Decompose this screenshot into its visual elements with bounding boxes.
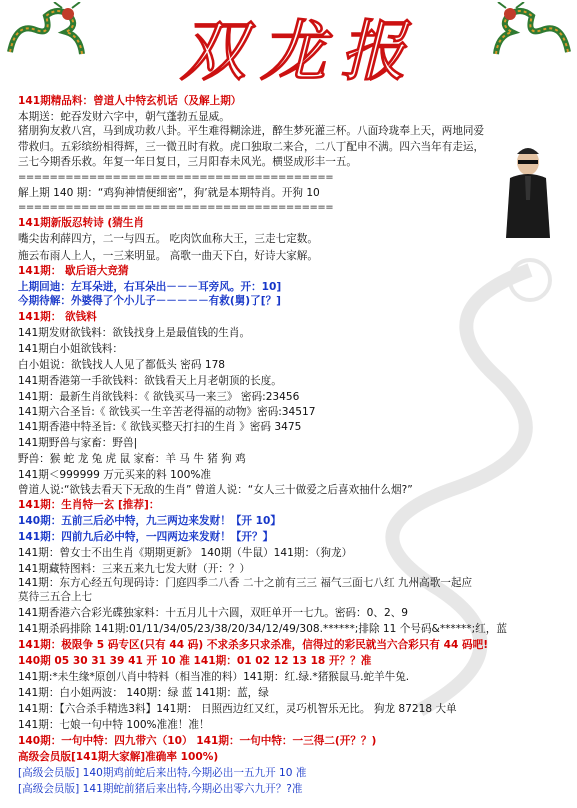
line-10: 上期回迪：左耳朵进，右耳朵出－－－耳旁风。开：10] xyxy=(18,281,282,293)
line-22: 141期＜999999 万元买来的料 100%准 xyxy=(18,469,212,481)
dragon-icon xyxy=(490,2,572,66)
line-19: 141期香港中特圣旨:《 欲钱买整天打扫的生肖 》密码 3475 xyxy=(18,421,302,433)
header-banner xyxy=(0,0,577,92)
line-33: 141期：极限争 5 码专区(只有 44 码) 不求杀多只求杀准，信得过的彩民就当六合彩只有 44 码吧! xyxy=(18,639,489,651)
line-32: 141期杀码排除 141期:01/11/34/05/23/38/20/34/12/49/308.******;排除 11 个号码&******;红，蓝 xyxy=(18,623,507,635)
line-4: 三七今期香乐救。年复一年日复日，三月阳春未风光。横竖成形丰一五。 xyxy=(18,156,357,168)
line-40: 高级会员版[141期大家解]准确率 100%) xyxy=(18,751,219,763)
line-31: 141期香港六合彩光碟独家料：十五月儿十六圆，双旺单开一七九。密码：0、2、9 xyxy=(18,607,409,619)
line-36: 141期：白小姐两波： 140期：绿 蓝 141期：蓝，绿 xyxy=(18,687,269,699)
line-3: 带救归。五彩缤纷相得辉，三一微丑时有救。虎口独取二来合，二八丁配申不满。四六当年有走运， xyxy=(18,141,485,153)
line-37: 141期：【六合杀手精选3料】141期： 日照西边红又红，灵巧机智乐无比。 狗龙 87218 大单 xyxy=(18,703,457,715)
line-14: 141期白小姐欲钱料： xyxy=(18,343,123,355)
page-title: 双龙报 xyxy=(180,13,420,88)
line-30: 莫待三五合上七 xyxy=(18,591,93,603)
line-28: 141期藏特图料：三来五来九七发大财（开：？） xyxy=(18,563,251,575)
line-8: 施云布雨人上人，一三来明显。 高歌一曲天下白，好诗大家解。 xyxy=(18,250,318,262)
line-29: 141期：东方心经五句现码诗：门庭四季二八香 二十之前有三三 福气三面七八红 九州高歌一起应 xyxy=(18,577,473,589)
line-18: 141期六合圣旨:《 欲钱买一生辛苦老得福的动物》密码:34517 xyxy=(18,406,316,418)
dragon-icon xyxy=(6,2,88,66)
line-0: 141期精品料：曾道人中特玄机话（及解上期） xyxy=(18,95,242,107)
line-1: 本期送：蛇吞发财六字中，朝气蓬勃五显威。 xyxy=(18,111,230,123)
line-9: 141期： 歇后语大竞猜 xyxy=(18,265,129,277)
line-16: 141期香港第一手欲钱料：欲钱看天上月老朝顶的长度。 xyxy=(18,375,282,387)
line-13: 141期发财欲钱料：欲钱找身上是最值钱的生肖。 xyxy=(18,327,251,339)
line-2: 猪朋狗友救八宫，马到成功救八卦。平生难得糊涂进，醉生梦死灌三杯。八面玲珑奉上天，两地同爱 xyxy=(18,125,485,137)
line-15: 白小姐说：欲钱找人人见了都低头 密码 178 xyxy=(18,359,226,371)
line-12: 141期： 欲钱料 xyxy=(18,311,97,323)
line-34: 140期 05 30 31 39 41 开 10 准 141期：01 02 12 13 18 开？？准 xyxy=(18,655,372,667)
line-41: [高级会员版] 140期鸡前蛇后来出特,今期必出一五九开 10 准 xyxy=(18,767,307,779)
line-17: 141期：最新生肖欲钱料：《 欲钱买马一来三》 密码:23456 xyxy=(18,391,300,403)
line-27: 141期：曾女士不出生肖《期期更新》 140期（牛鼠）141期：（狗龙） xyxy=(18,547,353,559)
line-39: 140期：一句中特：四九带六（10） 141期：一句中特：一三得二(开？？) xyxy=(18,735,377,747)
line-20: 141期野兽与家畜：野兽| xyxy=(18,437,138,449)
title-logo xyxy=(150,8,450,88)
line-6: 141期新版忍转诗 (猜生肖 xyxy=(18,217,144,229)
line-7: 嘴尖齿利薛四方，二一与四五。 吃肉饮血称大王，三走七定数。 xyxy=(18,233,318,245)
line-11: 今期待解：外婆得了个小儿子－－－－－有救(舅)了[？] xyxy=(18,295,282,307)
line-38: 141期：七娘一句中特 100%准准！准！ xyxy=(18,719,210,731)
line-26: 141期：四前九后必中特，一四两边来发财！【开？】 xyxy=(18,531,274,543)
line-5: 解上期 140 期：“鸡狗神情便细密”，狗’就是本期特肖。开狗 10 xyxy=(18,187,320,199)
line-35: 141期:*未生缘*原创八肖中特料（相当准的料）141期：红.绿.*猪猴鼠马.蛇羊牛兔. xyxy=(18,671,410,683)
line-23: 曾道人说:“欲钱去看天下无敌的生肖” 曾道人说：“女人三十做爱之后喜欢抽什么烟?” xyxy=(18,484,413,496)
separator-1: ======================================== xyxy=(18,172,334,183)
line-24: 141期：生肖特一玄 [推荐]： xyxy=(18,499,160,511)
separator-2: ======================================== xyxy=(18,202,334,213)
line-25: 140期：五前三后必中特，九三两边来发财！【开 10】 xyxy=(18,515,282,527)
line-21: 野兽：猴 蛇 龙 兔 虎 鼠 家畜：羊 马 牛 猪 狗 鸡 xyxy=(18,453,246,465)
line-42: [高级会员版] 141期蛇前猪后来出特,今期必出零六九开？?准 xyxy=(18,783,303,795)
portrait-photo xyxy=(492,140,564,240)
